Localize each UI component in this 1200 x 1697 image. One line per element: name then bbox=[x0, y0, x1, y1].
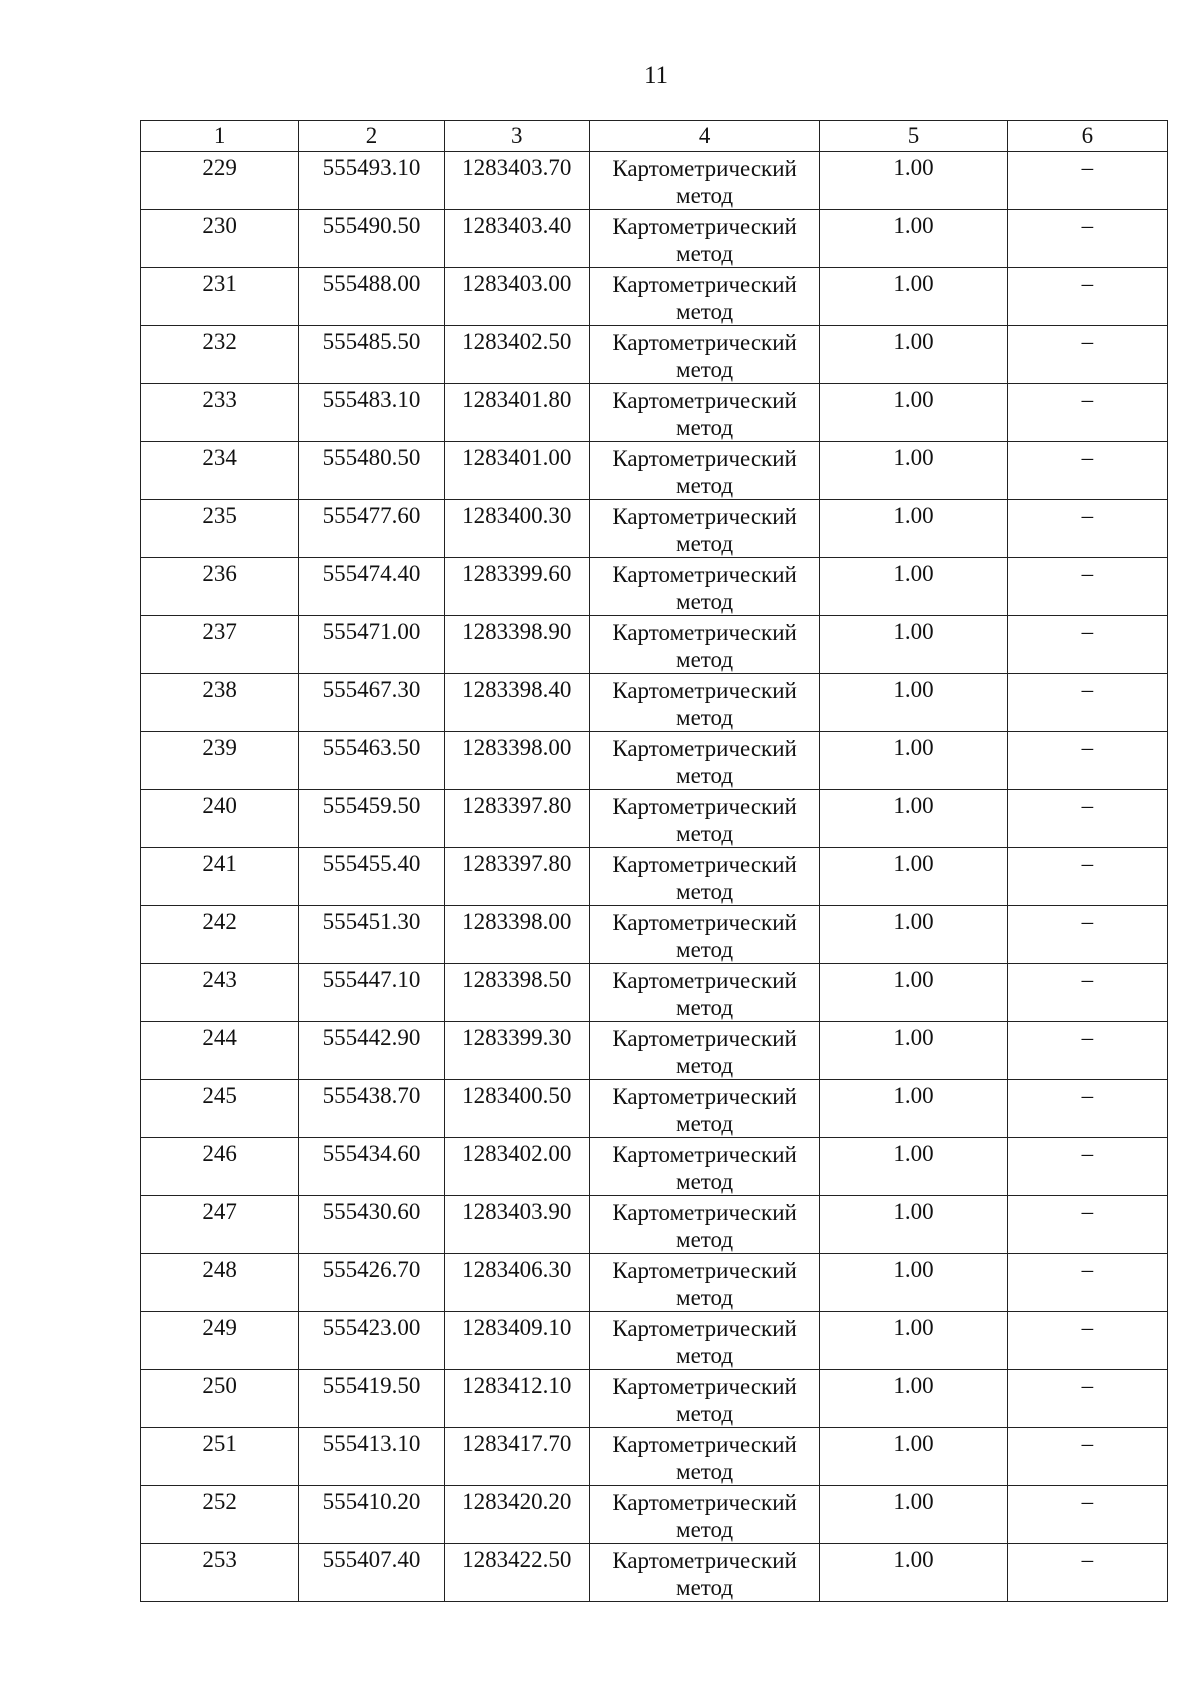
x-coordinate-cell: 555447.10 bbox=[299, 964, 444, 1022]
method-line-1: Картометрический bbox=[612, 910, 797, 935]
header-col-4: 4 bbox=[589, 121, 819, 152]
method-line-1: Картометрический bbox=[612, 272, 797, 297]
table-row bbox=[141, 906, 1168, 964]
x-coordinate-cell: 555455.40 bbox=[299, 848, 444, 906]
point-number-cell: 239 bbox=[141, 732, 299, 790]
method-line-2: метод bbox=[676, 995, 734, 1020]
y-coordinate-cell: 1283398.00 bbox=[444, 906, 589, 964]
precision-cell: 1.00 bbox=[820, 1370, 1007, 1428]
note-cell: – bbox=[1007, 1544, 1167, 1602]
method-line-1: Картометрический bbox=[612, 968, 797, 993]
y-coordinate-cell: 1283402.50 bbox=[444, 326, 589, 384]
precision-cell: 1.00 bbox=[820, 906, 1007, 964]
point-number-cell: 240 bbox=[141, 790, 299, 848]
method-line-1: Картометрический bbox=[612, 1432, 797, 1457]
precision-cell: 1.00 bbox=[820, 790, 1007, 848]
method-cell bbox=[589, 1138, 819, 1196]
y-coordinate-cell: 1283400.30 bbox=[444, 500, 589, 558]
precision-cell: 1.00 bbox=[820, 152, 1007, 210]
point-number-cell: 237 bbox=[141, 616, 299, 674]
precision-cell: 1.00 bbox=[820, 384, 1007, 442]
method-line-2: метод bbox=[676, 1227, 734, 1252]
method-line-1: Картометрический bbox=[612, 1548, 797, 1573]
point-number-cell: 241 bbox=[141, 848, 299, 906]
method-line-1: Картометрический bbox=[612, 852, 797, 877]
method-line-2: метод bbox=[676, 705, 734, 730]
note-cell: – bbox=[1007, 1080, 1167, 1138]
x-coordinate-cell: 555480.50 bbox=[299, 442, 444, 500]
header-col-2: 2 bbox=[299, 121, 444, 152]
precision-cell: 1.00 bbox=[820, 1428, 1007, 1486]
table-row bbox=[141, 1428, 1168, 1486]
note-cell: – bbox=[1007, 732, 1167, 790]
table-row bbox=[141, 964, 1168, 1022]
method-cell bbox=[589, 1196, 819, 1254]
x-coordinate-cell: 555463.50 bbox=[299, 732, 444, 790]
point-number-cell: 248 bbox=[141, 1254, 299, 1312]
method-cell bbox=[589, 500, 819, 558]
y-coordinate-cell: 1283403.70 bbox=[444, 152, 589, 210]
method-line-2: метод bbox=[676, 1401, 734, 1426]
method-cell bbox=[589, 1486, 819, 1544]
note-cell: – bbox=[1007, 1486, 1167, 1544]
x-coordinate-cell: 555426.70 bbox=[299, 1254, 444, 1312]
x-coordinate-cell: 555451.30 bbox=[299, 906, 444, 964]
method-line-1: Картометрический bbox=[612, 1316, 797, 1341]
table-row bbox=[141, 674, 1168, 732]
point-number-cell: 232 bbox=[141, 326, 299, 384]
point-number-cell: 245 bbox=[141, 1080, 299, 1138]
x-coordinate-cell: 555413.10 bbox=[299, 1428, 444, 1486]
method-cell bbox=[589, 384, 819, 442]
method-cell bbox=[589, 732, 819, 790]
table-row bbox=[141, 1312, 1168, 1370]
table-row bbox=[141, 790, 1168, 848]
point-number-cell: 236 bbox=[141, 558, 299, 616]
method-cell bbox=[589, 1312, 819, 1370]
table-row bbox=[141, 500, 1168, 558]
method-cell bbox=[589, 1428, 819, 1486]
method-line-1: Картометрический bbox=[612, 620, 797, 645]
method-line-1: Картометрический bbox=[612, 1200, 797, 1225]
point-number-cell: 247 bbox=[141, 1196, 299, 1254]
precision-cell: 1.00 bbox=[820, 268, 1007, 326]
method-line-1: Картометрический bbox=[612, 388, 797, 413]
point-number-cell: 235 bbox=[141, 500, 299, 558]
method-cell bbox=[589, 674, 819, 732]
x-coordinate-cell: 555467.30 bbox=[299, 674, 444, 732]
method-line-1: Картометрический bbox=[612, 1374, 797, 1399]
table-row bbox=[141, 1544, 1168, 1602]
precision-cell: 1.00 bbox=[820, 1544, 1007, 1602]
page-number: 11 bbox=[643, 62, 669, 89]
method-line-1: Картометрический bbox=[612, 1084, 797, 1109]
y-coordinate-cell: 1283398.00 bbox=[444, 732, 589, 790]
method-line-2: метод bbox=[676, 357, 734, 382]
note-cell: – bbox=[1007, 442, 1167, 500]
precision-cell: 1.00 bbox=[820, 442, 1007, 500]
method-line-2: метод bbox=[676, 415, 734, 440]
table-row bbox=[141, 1080, 1168, 1138]
table-row bbox=[141, 558, 1168, 616]
y-coordinate-cell: 1283399.30 bbox=[444, 1022, 589, 1080]
point-number-cell: 233 bbox=[141, 384, 299, 442]
note-cell: – bbox=[1007, 152, 1167, 210]
method-line-2: метод bbox=[676, 183, 734, 208]
method-line-1: Картометрический bbox=[612, 678, 797, 703]
table-row bbox=[141, 1022, 1168, 1080]
y-coordinate-cell: 1283403.00 bbox=[444, 268, 589, 326]
table-row bbox=[141, 210, 1168, 268]
header-col-1: 1 bbox=[141, 121, 299, 152]
point-number-cell: 243 bbox=[141, 964, 299, 1022]
note-cell: – bbox=[1007, 1138, 1167, 1196]
note-cell: – bbox=[1007, 1254, 1167, 1312]
table-row bbox=[141, 268, 1168, 326]
method-line-2: метод bbox=[676, 531, 734, 556]
precision-cell: 1.00 bbox=[820, 674, 1007, 732]
precision-cell: 1.00 bbox=[820, 1196, 1007, 1254]
y-coordinate-cell: 1283420.20 bbox=[444, 1486, 589, 1544]
x-coordinate-cell: 555410.20 bbox=[299, 1486, 444, 1544]
x-coordinate-cell: 555419.50 bbox=[299, 1370, 444, 1428]
method-line-1: Картометрический bbox=[612, 794, 797, 819]
precision-cell: 1.00 bbox=[820, 500, 1007, 558]
table-row bbox=[141, 1138, 1168, 1196]
point-number-cell: 238 bbox=[141, 674, 299, 732]
y-coordinate-cell: 1283417.70 bbox=[444, 1428, 589, 1486]
method-cell bbox=[589, 616, 819, 674]
method-line-2: метод bbox=[676, 1343, 734, 1368]
method-cell bbox=[589, 848, 819, 906]
table-row bbox=[141, 616, 1168, 674]
method-cell bbox=[589, 1080, 819, 1138]
method-line-2: метод bbox=[676, 241, 734, 266]
y-coordinate-cell: 1283406.30 bbox=[444, 1254, 589, 1312]
y-coordinate-cell: 1283422.50 bbox=[444, 1544, 589, 1602]
note-cell: – bbox=[1007, 500, 1167, 558]
method-cell bbox=[589, 906, 819, 964]
method-line-2: метод bbox=[676, 1517, 734, 1542]
method-line-2: метод bbox=[676, 1169, 734, 1194]
method-line-1: Картометрический bbox=[612, 504, 797, 529]
method-line-1: Картометрический bbox=[612, 736, 797, 761]
table-row bbox=[141, 1370, 1168, 1428]
point-number-cell: 230 bbox=[141, 210, 299, 268]
y-coordinate-cell: 1283397.80 bbox=[444, 790, 589, 848]
point-number-cell: 244 bbox=[141, 1022, 299, 1080]
note-cell: – bbox=[1007, 1428, 1167, 1486]
y-coordinate-cell: 1283398.90 bbox=[444, 616, 589, 674]
x-coordinate-cell: 555438.70 bbox=[299, 1080, 444, 1138]
method-line-1: Картометрический bbox=[612, 1142, 797, 1167]
note-cell: – bbox=[1007, 616, 1167, 674]
point-number-cell: 252 bbox=[141, 1486, 299, 1544]
table-row bbox=[141, 442, 1168, 500]
table-row bbox=[141, 732, 1168, 790]
note-cell: – bbox=[1007, 558, 1167, 616]
precision-cell: 1.00 bbox=[820, 616, 1007, 674]
method-line-2: метод bbox=[676, 473, 734, 498]
coordinates-table bbox=[140, 120, 1168, 1602]
table-row bbox=[141, 326, 1168, 384]
point-number-cell: 246 bbox=[141, 1138, 299, 1196]
precision-cell: 1.00 bbox=[820, 326, 1007, 384]
y-coordinate-cell: 1283397.80 bbox=[444, 848, 589, 906]
method-cell bbox=[589, 790, 819, 848]
method-line-2: метод bbox=[676, 1459, 734, 1484]
method-cell bbox=[589, 152, 819, 210]
y-coordinate-cell: 1283403.90 bbox=[444, 1196, 589, 1254]
x-coordinate-cell: 555477.60 bbox=[299, 500, 444, 558]
point-number-cell: 251 bbox=[141, 1428, 299, 1486]
table-row bbox=[141, 1196, 1168, 1254]
method-line-1: Картометрический bbox=[612, 330, 797, 355]
y-coordinate-cell: 1283401.00 bbox=[444, 442, 589, 500]
note-cell: – bbox=[1007, 1370, 1167, 1428]
header-col-6: 6 bbox=[1007, 121, 1167, 152]
method-cell bbox=[589, 442, 819, 500]
x-coordinate-cell: 555471.00 bbox=[299, 616, 444, 674]
note-cell: – bbox=[1007, 1022, 1167, 1080]
table-row bbox=[141, 848, 1168, 906]
table-header bbox=[141, 121, 1168, 152]
header-col-3: 3 bbox=[444, 121, 589, 152]
note-cell: – bbox=[1007, 848, 1167, 906]
point-number-cell: 229 bbox=[141, 152, 299, 210]
x-coordinate-cell: 555434.60 bbox=[299, 1138, 444, 1196]
method-line-1: Картометрический bbox=[612, 214, 797, 239]
precision-cell: 1.00 bbox=[820, 1254, 1007, 1312]
method-line-1: Картометрический bbox=[612, 1490, 797, 1515]
method-cell bbox=[589, 1544, 819, 1602]
x-coordinate-cell: 555493.10 bbox=[299, 152, 444, 210]
note-cell: – bbox=[1007, 326, 1167, 384]
y-coordinate-cell: 1283400.50 bbox=[444, 1080, 589, 1138]
precision-cell: 1.00 bbox=[820, 848, 1007, 906]
method-line-2: метод bbox=[676, 1111, 734, 1136]
method-line-2: метод bbox=[676, 937, 734, 962]
x-coordinate-cell: 555490.50 bbox=[299, 210, 444, 268]
note-cell: – bbox=[1007, 210, 1167, 268]
table-row bbox=[141, 1254, 1168, 1312]
note-cell: – bbox=[1007, 964, 1167, 1022]
y-coordinate-cell: 1283409.10 bbox=[444, 1312, 589, 1370]
method-cell bbox=[589, 268, 819, 326]
point-number-cell: 231 bbox=[141, 268, 299, 326]
method-line-2: метод bbox=[676, 763, 734, 788]
method-cell bbox=[589, 210, 819, 268]
note-cell: – bbox=[1007, 268, 1167, 326]
point-number-cell: 242 bbox=[141, 906, 299, 964]
method-line-2: метод bbox=[676, 821, 734, 846]
method-line-1: Картометрический bbox=[612, 156, 797, 181]
note-cell: – bbox=[1007, 1196, 1167, 1254]
point-number-cell: 249 bbox=[141, 1312, 299, 1370]
table-row bbox=[141, 1486, 1168, 1544]
y-coordinate-cell: 1283402.00 bbox=[444, 1138, 589, 1196]
table-row bbox=[141, 152, 1168, 210]
precision-cell: 1.00 bbox=[820, 1312, 1007, 1370]
y-coordinate-cell: 1283399.60 bbox=[444, 558, 589, 616]
method-line-2: метод bbox=[676, 589, 734, 614]
method-cell bbox=[589, 558, 819, 616]
note-cell: – bbox=[1007, 674, 1167, 732]
precision-cell: 1.00 bbox=[820, 558, 1007, 616]
precision-cell: 1.00 bbox=[820, 1022, 1007, 1080]
y-coordinate-cell: 1283398.50 bbox=[444, 964, 589, 1022]
note-cell: – bbox=[1007, 1312, 1167, 1370]
header-row bbox=[141, 121, 1168, 152]
method-line-2: метод bbox=[676, 647, 734, 672]
x-coordinate-cell: 555474.40 bbox=[299, 558, 444, 616]
precision-cell: 1.00 bbox=[820, 964, 1007, 1022]
header-col-5: 5 bbox=[820, 121, 1007, 152]
x-coordinate-cell: 555430.60 bbox=[299, 1196, 444, 1254]
point-number-cell: 250 bbox=[141, 1370, 299, 1428]
precision-cell: 1.00 bbox=[820, 1486, 1007, 1544]
point-number-cell: 253 bbox=[141, 1544, 299, 1602]
method-cell bbox=[589, 326, 819, 384]
precision-cell: 1.00 bbox=[820, 732, 1007, 790]
x-coordinate-cell: 555485.50 bbox=[299, 326, 444, 384]
note-cell: – bbox=[1007, 790, 1167, 848]
y-coordinate-cell: 1283401.80 bbox=[444, 384, 589, 442]
note-cell: – bbox=[1007, 906, 1167, 964]
method-cell bbox=[589, 1370, 819, 1428]
method-line-1: Картометрический bbox=[612, 1258, 797, 1283]
method-line-1: Картометрический bbox=[612, 1026, 797, 1051]
method-line-2: метод bbox=[676, 1053, 734, 1078]
method-cell bbox=[589, 1254, 819, 1312]
method-line-2: метод bbox=[676, 879, 734, 904]
method-cell bbox=[589, 964, 819, 1022]
method-line-1: Картометрический bbox=[612, 562, 797, 587]
method-line-2: метод bbox=[676, 1575, 734, 1600]
y-coordinate-cell: 1283412.10 bbox=[444, 1370, 589, 1428]
y-coordinate-cell: 1283403.40 bbox=[444, 210, 589, 268]
precision-cell: 1.00 bbox=[820, 210, 1007, 268]
method-line-2: метод bbox=[676, 299, 734, 324]
precision-cell: 1.00 bbox=[820, 1138, 1007, 1196]
y-coordinate-cell: 1283398.40 bbox=[444, 674, 589, 732]
x-coordinate-cell: 555407.40 bbox=[299, 1544, 444, 1602]
point-number-cell: 234 bbox=[141, 442, 299, 500]
precision-cell: 1.00 bbox=[820, 1080, 1007, 1138]
table-body bbox=[141, 152, 1168, 1602]
note-cell: – bbox=[1007, 384, 1167, 442]
table-row bbox=[141, 384, 1168, 442]
method-line-2: метод bbox=[676, 1285, 734, 1310]
x-coordinate-cell: 555442.90 bbox=[299, 1022, 444, 1080]
x-coordinate-cell: 555459.50 bbox=[299, 790, 444, 848]
x-coordinate-cell: 555488.00 bbox=[299, 268, 444, 326]
x-coordinate-cell: 555483.10 bbox=[299, 384, 444, 442]
x-coordinate-cell: 555423.00 bbox=[299, 1312, 444, 1370]
method-cell bbox=[589, 1022, 819, 1080]
method-line-1: Картометрический bbox=[612, 446, 797, 471]
